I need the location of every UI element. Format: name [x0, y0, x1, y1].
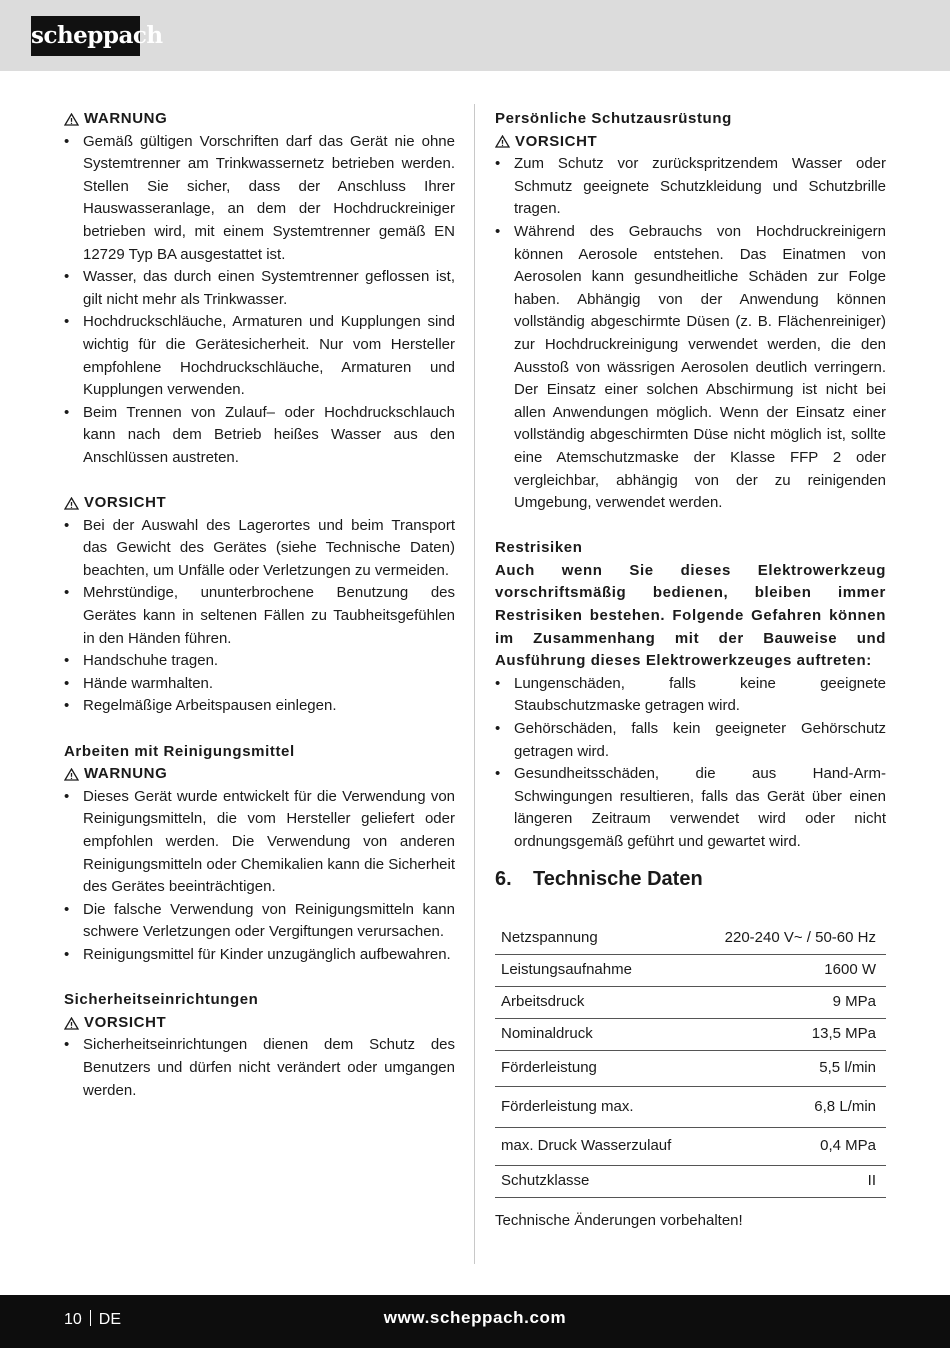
section-title [495, 868, 886, 908]
warning-heading [64, 108, 455, 131]
list-item: • Gesundheitsschäden, die aus Hand-Arm- Schwingungen resultieren, falls das Gerät über einen längeren Zeitraum verwendet wird oder nicht ordnungsgemäß geführt und gewartet wird. [495, 763, 886, 853]
footnote: Technische Änderungen vorbehalten! [495, 1212, 743, 1230]
warning-triangle-icon [64, 497, 79, 510]
table-cell-label: Arbeitsdruck [495, 987, 699, 1019]
list-item: • Handschuhe tragen. [64, 650, 455, 673]
right-column [495, 108, 886, 1233]
warning-list [64, 131, 455, 470]
table-cell-label: Netzspannung [495, 922, 699, 955]
warning-heading [64, 763, 455, 786]
table-cell-value: 13,5 MPa [699, 1019, 886, 1051]
left-column [64, 108, 455, 1102]
table-row [495, 987, 886, 1019]
page-footer [0, 1295, 950, 1348]
table-cell-label: Nominaldruck [495, 1019, 699, 1051]
table-row [495, 1019, 886, 1051]
scheppach-logo: scheppach [31, 16, 140, 56]
section-title-text: Technische Daten [533, 867, 703, 890]
list-item: • Hände warmhalten. [64, 673, 455, 696]
table-row [495, 1087, 886, 1128]
caution-heading [495, 131, 886, 154]
section-heading: Sicherheitseinrichtungen [64, 991, 259, 1009]
table-row [495, 1128, 886, 1166]
table-row [495, 1051, 886, 1087]
table-row [495, 1166, 886, 1198]
section-heading: Persönliche Schutzausrüstung [495, 110, 732, 127]
table-cell-label: max. Druck Wasserzulauf [495, 1128, 699, 1166]
caution-list [64, 515, 455, 718]
list-item: • Zum Schutz vor zurückspritzendem Wasser oder Schmutz geeignete Schutzkleidung und Schutzbrille tragen. [495, 153, 886, 221]
residual-risk-list [495, 673, 886, 854]
list-item: • Hochdruckschläuche, Armaturen und Kupplungen sind wichtig für die Gerätesicherheit. Nur vom Hersteller empfohlene Hochdruckschläuche, Armaturen und Kupplungen verwenden. [64, 311, 455, 401]
list-item: • Die falsche Verwendung von Reinigungsmitteln kann schwere Verletzungen oder Vergiftungen verursachen. [64, 899, 455, 944]
table-cell-value: 220-240 V~ / 50-60 Hz [699, 922, 886, 955]
table-cell-value: 9 MPa [699, 987, 886, 1019]
caution-label: VORSICHT [84, 494, 167, 512]
list-item: • Sicherheitseinrichtungen dienen dem Schutz des Benutzers und dürfen nicht verändert oder umgangen werden. [64, 1034, 455, 1102]
warning-triangle-icon [495, 135, 510, 148]
caution-list [495, 153, 886, 515]
website-url: www.scheppach.com [383, 1308, 567, 1327]
caution-label: VORSICHT [84, 1013, 167, 1031]
table-cell-value: 5,5 l/min [699, 1051, 886, 1087]
list-item: • Wasser, das durch einen Systemtrenner geflossen ist, gilt nicht mehr als Trinkwasser. [64, 266, 455, 311]
table-cell-value: II [699, 1166, 886, 1198]
warning-label: WARNUNG [84, 110, 168, 127]
list-item: • Regelmäßige Arbeitspausen einlegen. [64, 695, 455, 718]
table-cell-value: 6,8 L/min [699, 1087, 886, 1128]
list-item: • Bei der Auswahl des Lagerortes und beim Transport das Gewicht des Gerätes (siehe Technische Daten) beachten, um Unfälle oder Verletzungen zu vermeiden. [64, 515, 455, 583]
caution-list [64, 1034, 455, 1102]
warning-label: WARNUNG [84, 765, 168, 783]
table-row [495, 922, 886, 955]
table-cell-label: Schutzklasse [495, 1166, 699, 1198]
section-number: 6. [495, 867, 512, 890]
warning-triangle-icon [64, 113, 79, 126]
section-heading: Arbeiten mit Reinigungsmittel [64, 742, 295, 760]
column-divider [474, 104, 475, 1264]
page-number: 10 [64, 1311, 82, 1328]
list-item: • Beim Trennen von Zulauf– oder Hochdruckschlauch kann nach dem Betrieb heißes Wasser aus den Anschlüssen austreten. [64, 402, 455, 470]
list-item: • Lungenschäden, falls keine geeignete Staubschutzmaske getragen wird. [495, 673, 886, 718]
caution-heading [64, 1012, 455, 1035]
list-item: • Mehrstündige, ununterbrochene Benutzung des Gerätes kann in seltenen Fällen zu Taubheitsgefühlen in den Händen führen. [64, 582, 455, 650]
list-item: • Dieses Gerät wurde entwickelt für die Verwendung von Reinigungsmitteln, die vom Hersteller geliefert oder empfohlen werden. Die Verwendung von anderen Reinigungsmitteln oder Chemikalien kann die Sicherheit des Gerätes beeinträchtigen. [64, 786, 455, 899]
table-cell-label: Leistungsaufnahme [495, 955, 699, 987]
page-header [0, 0, 950, 71]
section-heading: Restrisiken [495, 539, 583, 557]
warning-list [64, 786, 455, 967]
tech-data-table [495, 922, 886, 1199]
caution-heading [64, 492, 455, 515]
list-item: • Während des Gebrauchs von Hochdruckreinigern können Aerosole entstehen. Das Einatmen von Aerosolen kann gesundheitliche Schäden zur Folge haben. Abhängig von der Anwendung können vollständig abgeschirmte Düsen (z. B. Flächenreiniger) zur Hochdruckreinigung verwendet werden, die den Ausstoß von wässrigen Aerosolen deutlich verringern. Der Einsatz einer solchen Abschirmung ist nicht bei allen Anwendungen möglich. Wenn der Einsatz einer vollständig abgeschirmten Düse nicht möglich ist, sollte eine Atemschutzmaske der Klasse FFP 2 oder vergleichbar, abhängig von der zu reinigenden Umgebung, verwendet werden. [495, 221, 886, 515]
table-cell-value: 0,4 MPa [699, 1128, 886, 1166]
table-row [495, 955, 886, 987]
warning-triangle-icon [64, 768, 79, 781]
table-cell-label: Förderleistung [495, 1051, 699, 1087]
warning-triangle-icon [64, 1017, 79, 1030]
table-cell-label: Förderleistung max. [495, 1087, 699, 1128]
table-cell-value: 1600 W [699, 955, 886, 987]
residual-risk-intro: Auch wenn Sie dieses Elektrowerkzeug vorschriftsmäßig bedienen, bleiben immer Restrisiken bestehen. Folgende Gefahren können im Zusammenhang mit der Bauweise und Ausführung dieses Elektrowerkzeuges auftreten: [495, 561, 886, 670]
list-item: • Gemäß gültigen Vorschriften darf das Gerät nie ohne Systemtrenner am Trinkwassernetz betrieben werden. Stellen Sie sicher, dass der Anschluss Ihrer Hauswasseranlage, an dem der Hochdruckreiniger betrieben wird, mit einem Systemtrenner gemäß EN 12729 Typ BA ausgestattet ist. [64, 131, 455, 267]
list-item: • Gehörschäden, falls kein geeigneter Gehörschutz getragen wird. [495, 718, 886, 763]
caution-label: VORSICHT [515, 132, 598, 150]
list-item: • Reinigungsmittel für Kinder unzugänglich aufbewahren. [64, 944, 455, 967]
language-code: DE [98, 1311, 122, 1328]
